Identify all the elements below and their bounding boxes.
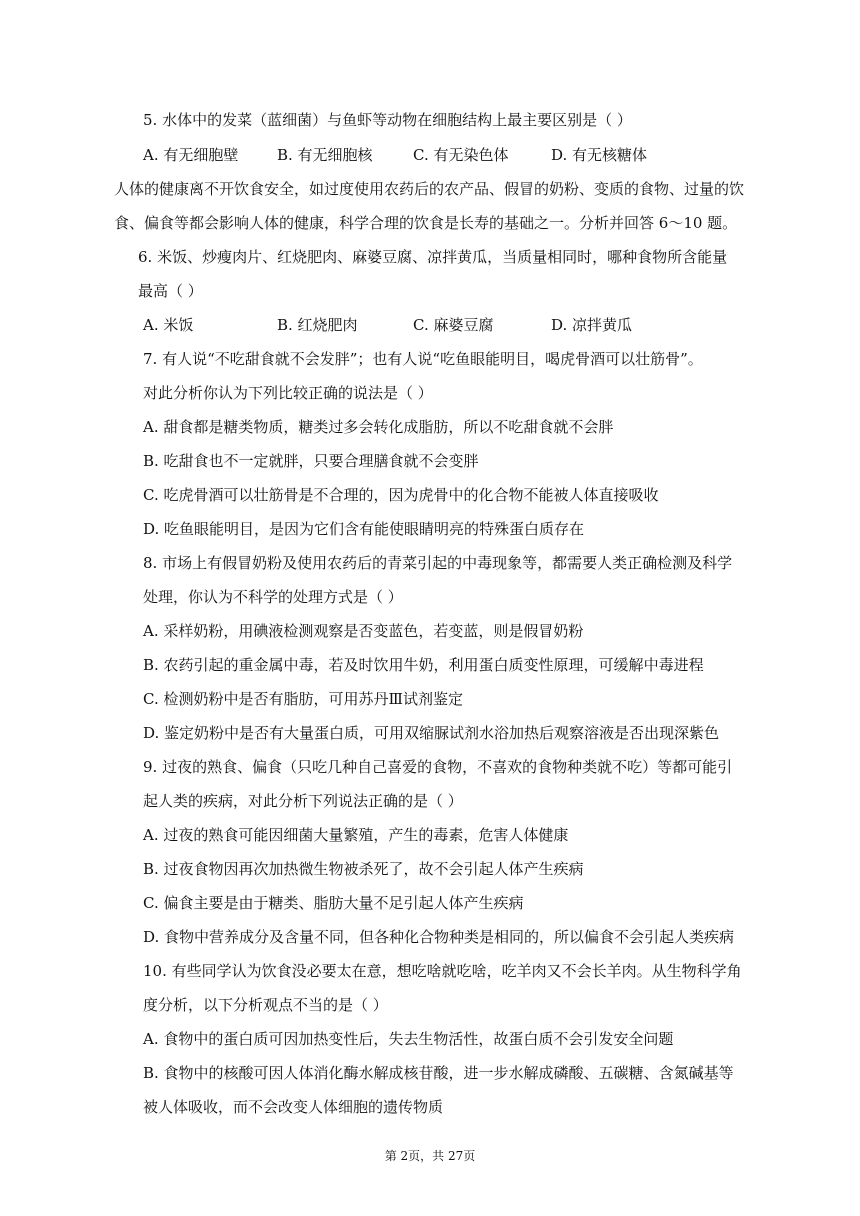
q8-stem-line-1: 8. 市场上有假冒奶粉及使用农药后的青菜引起的中毒现象等，都需要人类正确检测及科学 — [143, 554, 733, 572]
q5-option-d: D. 有无核糖体 — [551, 146, 648, 164]
q6-option-a: A. 米饭 — [143, 316, 194, 334]
q7-option-b: B. 吃甜食也不一定就胖，只要合理膳食就不会变胖 — [143, 452, 479, 470]
q7-option-c: C. 吃虎骨酒可以壮筋骨是不合理的，因为虎骨中的化合物不能被人体直接吸收 — [143, 486, 659, 504]
q8-option-c: C. 检测奶粉中是否有脂肪，可用苏丹Ⅲ试剂鉴定 — [143, 690, 463, 708]
q6-stem-line-1: 6. 米饭、炒瘦肉片、红烧肥肉、麻婆豆腐、凉拌黄瓜，当质量相同时，哪种食物所含能量 — [138, 248, 728, 266]
intro-line-2: 食、偏食等都会影响人体的健康，科学合理的饮食是长寿的基础之一。分析并回答 6～10 题。 — [114, 214, 738, 232]
q8-option-b: B. 农药引起的重金属中毒，若及时饮用牛奶，利用蛋白质变性原理，可缓解中毒进程 — [143, 656, 704, 674]
q9-option-a: A. 过夜的熟食可能因细菌大量繁殖，产生的毒素，危害人体健康 — [143, 826, 569, 844]
q10-option-a: A. 食物中的蛋白质可因加热变性后，失去生物活性，故蛋白质不会引发安全问题 — [143, 1030, 674, 1048]
q9-option-b: B. 过夜食物因再次加热微生物被杀死了，故不会引起人体产生疾病 — [143, 860, 584, 878]
q10-option-b-line-1: B. 食物中的核酸可因人体消化酶水解成核苷酸，进一步水解成磷酸、五碳糖、含氮碱基等 — [143, 1064, 734, 1082]
q5-option-a: A. 有无细胞壁 — [143, 146, 239, 164]
q6-option-c: C. 麻婆豆腐 — [413, 316, 494, 334]
q9-option-c: C. 偏食主要是由于糖类、脂肪大量不足引起人体产生疾病 — [143, 894, 524, 912]
q6-stem-line-2: 最高（ ） — [138, 282, 203, 300]
q9-stem-line-2: 起人类的疾病，对此分析下列说法正确的是（ ） — [143, 792, 463, 810]
q8-stem-line-2: 处理，你认为不科学的处理方式是（ ） — [143, 588, 403, 606]
q9-option-d: D. 食物中营养成分及含量不同，但各种化合物种类是相同的，所以偏食不会引起人类疾病 — [143, 928, 735, 946]
q5-stem: 5. 水体中的发菜（蓝细菌）与鱼虾等动物在细胞结构上最主要区别是（ ） — [143, 111, 632, 129]
q6-options — [143, 315, 743, 335]
q5-options — [143, 145, 743, 165]
q6-option-d: D. 凉拌黄瓜 — [551, 316, 633, 334]
q8-option-d: D. 鉴定奶粉中是否有大量蛋白质，可用双缩脲试剂水浴加热后观察溶液是否出现深紫色 — [143, 724, 720, 742]
q7-stem-line-1: 7. 有人说“不吃甜食就不会发胖”；也有人说“吃鱼眼能明目，喝虎骨酒可以壮筋骨”。 — [143, 350, 703, 368]
q8-option-a: A. 采样奶粉，用碘液检测观察是否变蓝色，若变蓝，则是假冒奶粉 — [143, 622, 584, 640]
q10-stem-line-2: 度分析，以下分析观点不当的是（ ） — [143, 996, 388, 1014]
q7-option-a: A. 甜食都是糖类物质，糖类过多会转化成脂肪，所以不吃甜食就不会胖 — [143, 418, 614, 436]
q7-option-d: D. 吃鱼眼能明目，是因为它们含有能使眼睛明亮的特殊蛋白质存在 — [143, 520, 585, 538]
q6-option-b: B. 红烧肥肉 — [277, 316, 358, 334]
q5-option-c: C. 有无染色体 — [413, 146, 509, 164]
intro-line-1: 人体的健康离不开饮食安全，如过度使用农药后的农产品、假冒的奶粉、变质的食物、过量的饮 — [114, 180, 745, 198]
q10-option-b-line-2: 被人体吸收，而不会改变人体细胞的遗传物质 — [143, 1098, 444, 1116]
q9-stem-line-1: 9. 过夜的熟食、偏食（只吃几种自己喜爱的食物，不喜欢的食物种类就不吃）等都可能引 — [143, 758, 733, 776]
q10-stem-line-1: 10. 有些同学认为饮食没必要太在意，想吃啥就吃啥，吃羊肉又不会长羊肉。从生物科学角 — [143, 962, 742, 980]
q5-option-b: B. 有无细胞核 — [277, 146, 373, 164]
q7-stem-line-2: 对此分析你认为下列比较正确的说法是（ ） — [143, 384, 433, 402]
page-number-footer: 第 2页，共 27页 — [384, 1149, 476, 1163]
